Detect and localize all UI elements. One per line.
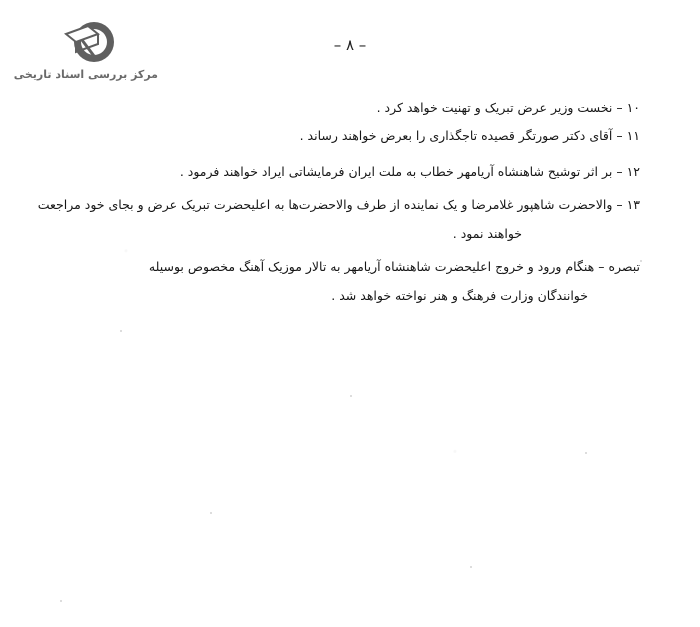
item-13-continuation: خواهند نمود . [452,226,522,241]
item-11: ۱۱ – آقای دکتر صورتگر قصیده تاجگذاری را بعرض خواهند رساند . [299,128,640,143]
note-line-2: خوانندگان وزارت فرهنگ و هنر نواخته خواهد شد . [331,288,588,303]
watermark-text: مرکز بررسی اسناد تاریخی [13,68,158,81]
archive-center-logo-icon [64,20,116,66]
item-12: ۱۲ – بر اثر توشیح شاهنشاه آریامهر خطاب به ملت ایران فرمایشاتی ایراد خواهند فرمود . [179,164,640,179]
item-13: ۱۳ – والاحضرت شاهپور غلامرضا و یک نماینده از طرف والاحضرت‌ها به اعلیحضرت تبریک عرض و بجای خود مراجعت [37,197,640,212]
item-10: ۱۰ – نخست وزیر عرض تبریک و تهنیت خواهد کرد . [376,100,640,115]
scan-speck [210,512,212,514]
scan-speck [60,600,62,602]
watermark-logo [13,20,158,86]
page-number: – ۸ – [333,36,367,54]
scan-speck [350,395,352,397]
scan-speck [640,260,642,262]
scan-speck [585,452,587,454]
scan-speck [120,330,122,332]
note-line-1: تبصره – هنگام ورود و خروج اعلیحضرت شاهنشاه آریامهر به تالار موزیک آهنگ مخصوص بوسیله [148,259,640,274]
scan-speck [470,566,472,568]
